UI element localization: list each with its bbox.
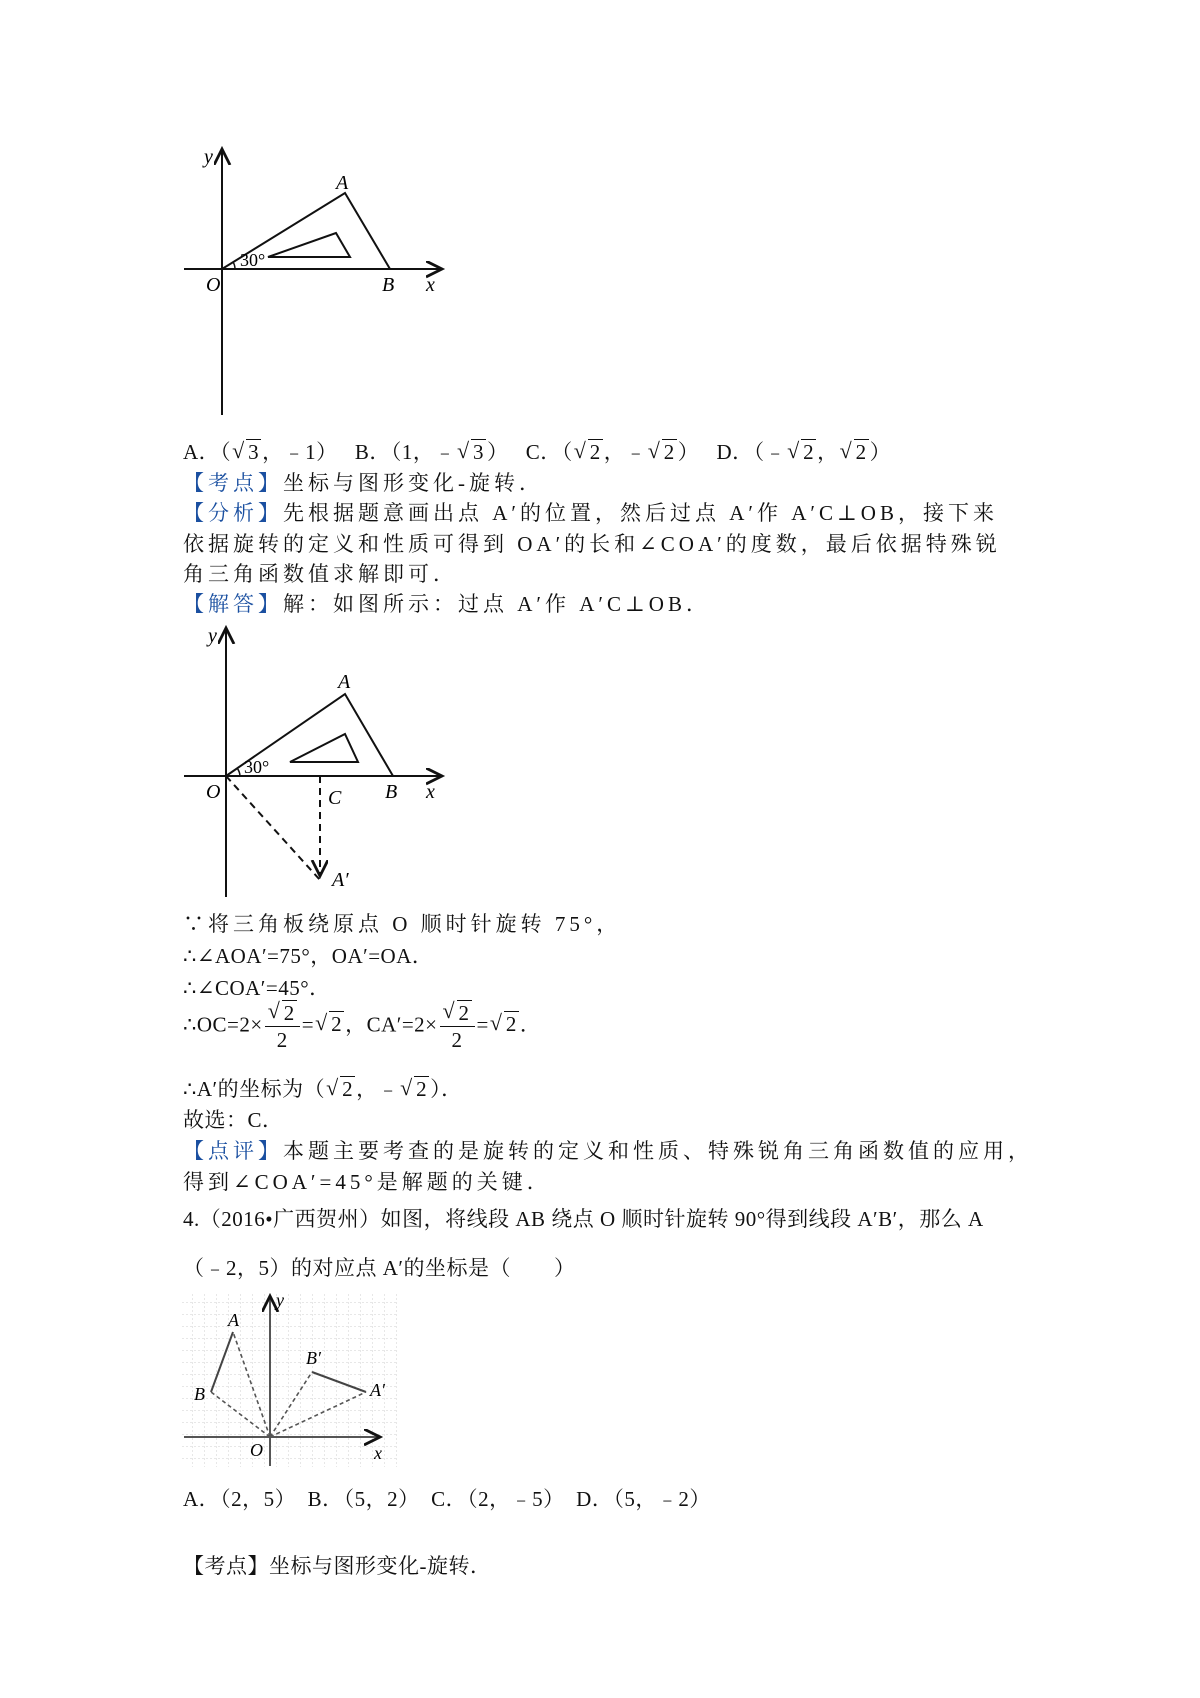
point-c-label: C <box>328 787 342 809</box>
origin-label: O <box>206 274 221 296</box>
angle-label: 30° <box>240 250 266 270</box>
x-label: x <box>426 781 435 803</box>
q3-fenxi-line2: 依据旋转的定义和性质可得到 OA′的长和∠COA′的度数，最后依据特殊锐 <box>183 532 1001 556</box>
q3-fenxi-line3: 角三角函数值求解即可． <box>183 562 458 586</box>
q3-kaodian: 【考点】坐标与图形变化-旋转． <box>183 471 544 495</box>
point-b-prime-label: B′ <box>306 1348 321 1368</box>
jieda-tag: 【解答】 <box>183 592 283 616</box>
q3-step6: 故选：C． <box>183 1108 284 1132</box>
q4-options: A．（2，5） B．（5，2） C．（2，﹣5） D．（5，﹣2） <box>183 1487 711 1511</box>
fenxi-tag: 【分析】 <box>183 501 283 525</box>
point-a-prime-label: A′ <box>370 1380 385 1400</box>
y-label: y <box>208 625 217 647</box>
dianping-tag: 【点评】 <box>183 1139 283 1163</box>
point-b-label: B <box>382 274 395 296</box>
q4-stem-line2: （﹣2，5）的对应点 A′的坐标是（ ） <box>183 1256 576 1280</box>
q3-step3: ∴∠COA′=45°． <box>183 976 331 1000</box>
q4-kaodian: 【考点】坐标与图形变化-旋转． <box>183 1554 492 1578</box>
q3-jieda: 【解答】解：如图所示：过点 A′作 A′C⊥OB． <box>183 592 711 616</box>
oa-prime-dashed <box>226 776 320 880</box>
q3-step2: ∴∠AOA′=75°，OA′=OA． <box>183 944 434 968</box>
point-a-prime-label: A′ <box>332 869 349 891</box>
q3-step1: ∵将三角板绕原点 O 顺时针旋转 75°， <box>183 912 622 936</box>
q3-step5: ∴A′的坐标为（√ 2 ，﹣√ 2 ）． <box>183 1073 463 1103</box>
y-label: y <box>204 146 213 168</box>
kaodian-tag: 【考点】 <box>183 471 283 495</box>
angle-label: 30° <box>244 757 270 777</box>
y-label: y <box>276 1290 284 1310</box>
q3-dianping-line1: 【点评】本题主要考查的是旋转的定义和性质、特殊锐角三角函数值的应用， <box>183 1139 1033 1163</box>
figure-segment-rotation <box>180 1290 400 1470</box>
x-label: x <box>426 274 435 296</box>
point-b-label: B <box>385 781 398 803</box>
x-label: x <box>374 1443 382 1463</box>
figure-solution <box>180 622 450 902</box>
point-a-label: A <box>338 671 351 693</box>
origin-label: O <box>206 781 221 803</box>
figure-triangle-rotation <box>180 145 450 420</box>
triangle-inner <box>268 233 350 257</box>
q3-options: A．（√ 3 ，﹣1） B．（1，﹣√ 3 ） C．（√ 2 ，﹣√ 2 ） D．（﹣√ 2 ，√ 2 ） <box>183 436 891 466</box>
point-b-label: B <box>194 1384 205 1404</box>
q4-stem-line1: 4.（2016•广西贺州）如图，将线段 AB 绕点 O 顺时针旋转 90°得到线段 A′B′，那么 A <box>183 1207 984 1231</box>
point-a-label: A <box>228 1310 239 1330</box>
point-a-label: A <box>336 172 349 194</box>
q3-dianping-line2: 得到∠COA′=45°是解题的关键． <box>183 1170 552 1194</box>
q3-step4: ∴OC=2× √ $\frac{2}{2}$ =√ 2 ，CA′=2× √ $\frac{2}{2}$ =√ 2 ． <box>183 1000 541 1053</box>
origin-label: O <box>250 1440 263 1460</box>
angle-arc <box>233 262 235 269</box>
grid-background <box>182 1292 397 1467</box>
q3-fenxi-line1: 【分析】先根据题意画出点 A′的位置，然后过点 A′作 A′C⊥OB，接下来 <box>183 501 998 525</box>
kaodian-tag: 【考点】 <box>183 1554 269 1578</box>
angle-arc <box>237 768 240 776</box>
triangle-inner <box>290 734 358 762</box>
